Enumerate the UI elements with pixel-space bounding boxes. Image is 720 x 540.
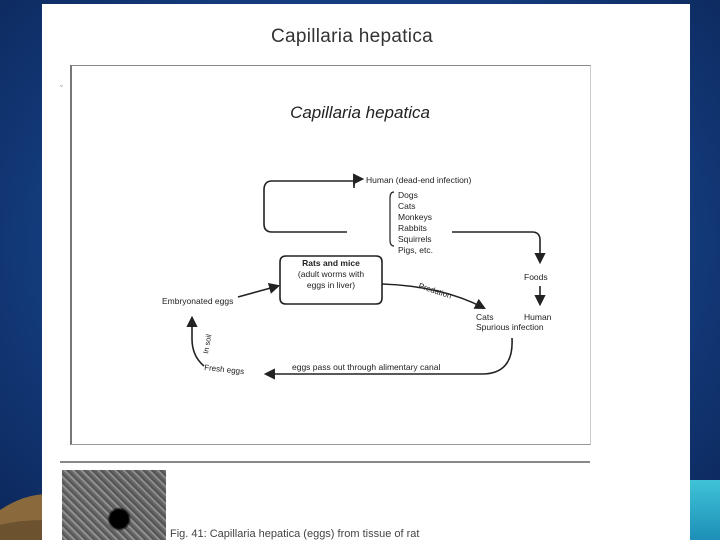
canal-label: eggs pass out through alimentary canal	[292, 362, 441, 372]
human-dead-end-label: Human (dead-end infection)	[366, 175, 472, 185]
micrograph-image	[62, 470, 166, 540]
fresh-eggs-label: Fresh eggs	[203, 363, 245, 377]
host-squirrels: Squirrels	[398, 234, 432, 244]
animal-hosts-list	[398, 190, 433, 255]
spurious-infection-label: Spurious infection	[476, 322, 544, 332]
slide-title: Capillaria hepatica	[270, 26, 433, 47]
human-label-2: Human	[524, 312, 552, 322]
arrow-to-foods	[452, 232, 540, 262]
arrow-to-human	[264, 181, 354, 232]
predation-label: Predation	[417, 281, 453, 301]
cats-label: Cats	[476, 312, 494, 322]
embryonated-eggs-label: Embryonated eggs	[162, 296, 234, 306]
page-divider	[60, 461, 590, 463]
foods-label: Foods	[524, 272, 548, 282]
soil-label: In soil	[201, 333, 214, 355]
scanned-page	[42, 4, 690, 540]
host-rabbits: Rabbits	[398, 223, 427, 233]
arrow-up-to-human	[354, 179, 362, 186]
hosts-brace	[390, 192, 394, 246]
host-monkeys: Monkeys	[398, 212, 433, 222]
host-dogs: Dogs	[398, 190, 418, 200]
figure-caption: Fig. 41: Capillaria hepatica (eggs) from tissue of rat	[170, 528, 420, 540]
host-pigs: Pigs, etc.	[398, 245, 433, 255]
rodent-host-text	[298, 258, 364, 290]
rodent-line-1: Rats and mice	[302, 258, 360, 268]
scan-mark: ˇ	[60, 84, 63, 94]
diagram-title: Capillaria hepatica	[290, 103, 430, 122]
life-cycle-diagram	[42, 4, 690, 454]
arrow-eggs-to-rodent	[238, 286, 278, 297]
host-cats: Cats	[398, 201, 416, 211]
rodent-line-3: eggs in liver)	[306, 280, 356, 290]
rodent-line-2: (adult worms with	[297, 269, 365, 279]
